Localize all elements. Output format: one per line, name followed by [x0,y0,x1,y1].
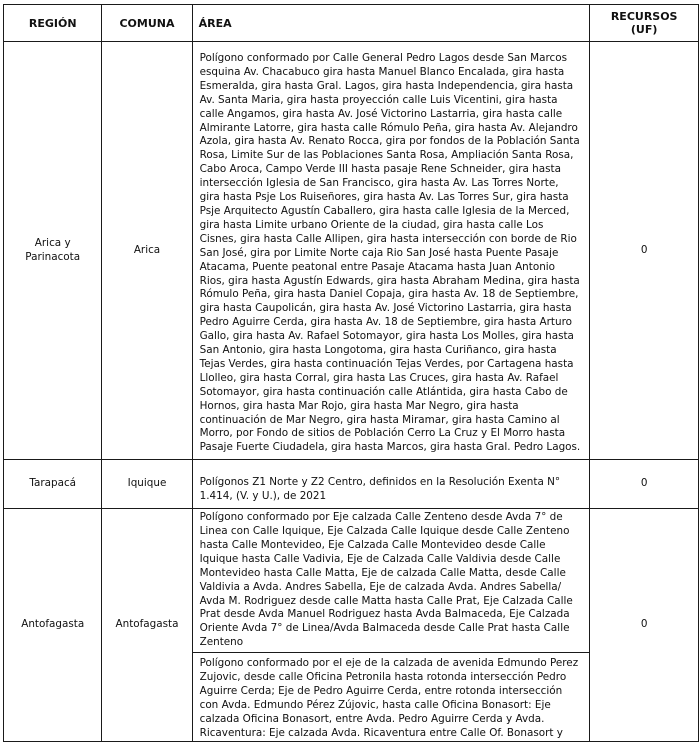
region-cell: Tarapacá [4,460,102,509]
comuna-cell: Iquique [102,460,192,509]
recursos-cell: 0 [590,42,699,460]
header-area: ÁREA [192,5,590,42]
area-cell [192,653,590,741]
region-name: Arica y Parinacota [25,237,81,263]
area-description: Polígono conformado por Calle General Pedro Lagos desde San Marcos esquina Av. Chacabuco gira hasta Manuel Blanco Encalada, gira hasta Esmeralda, gira hasta Gral. Lagos, gira hasta Independencia, gira hasta Av. Santa Maria, gira hasta proyección calle Luis Vicentini, gira hasta calle Angamos, gira hasta Av. José Victorino Lastarria, gira hasta calle Almirante Latorre, gira hasta calle Rómulo Peña, gira hasta Av. Alejandro Azola, gira hasta Av. Renato Rocca, gira por fondos de la Población Santa Rosa, Limite Sur de las Poblaciones Santa Rosa, Ampliación Santa Rosa, Cabo Aroca, Campo Verde III hasta pasaje Rene Schneider, gira hasta intersección Iglesia de San Francisco, gira hasta Av. Las Torres Norte, gira hasta Psje Los Ruiseñores, gira hasta Av. Las Torres Sur, gira hasta Psje Arquitecto Agustín Caballero, gira hasta calle Iglesia de la Merced, gira hasta Limite urbano Oriente de la ciudad, gira hasta calle Los Cisnes, gira hasta Calle Allipen, gira hasta intersección con borde de Rio San José, gira por Limite Norte caja Rio San José hasta Puente Pasaje Atacama, Puente peatonal entre Pasaje Atacama hasta Juan Antonio Rios, gira hasta Agustín Edwards, gira hasta Abraham Medina, gira hasta Rómulo Peña, gira hasta Daniel Copaja, gira hasta Av. 18 de Septiembre, gira hasta Caupolicán, gira hasta Av. José Victorino Lastarria, gira hasta Pedro Aguirre Cerda, gira hasta Av. 18 de Septiembre, gira hasta Arturo Gallo, gira hasta Av. Rafael Sotomayor, gira hasta Los Molles, gira hasta San Antonio, gira hasta Longotoma, gira hasta Curiñanco, gira hasta Tejas Verdes, gira hasta continuación Tejas Verdes, por Cartagena hasta Llolleo, gira hasta Corral, gira hasta Las Cruces, gira hasta Av. Rafael Sotomayor, gira hasta continuación calle Atlántida, gira hasta Cabo de Hornos, gira hasta Mar Rojo, gira hasta Mar Negro, gira hasta continuación de Mar Negro, gira hasta Miramar, gira hasta Camino al Morro, por Fondo de sitios de Población Cerro La Cruz y El Morro hasta Pasaje Fuerte Ciudadela, gira hasta Marcos, gira hasta Gral. Pedro Lagos. [199,52,581,454]
region-cell: Antofagasta [4,509,102,742]
header-recursos: RECURSOS (UF) [590,5,699,42]
resources-table [3,4,699,742]
area-cell [192,460,590,509]
area-description: Polígono conformado por el eje de la calzada de avenida Edmundo Perez Zujovic, desde calle Oficina Petronila hasta rotonda intersección Pedro Aguirre Cerda; Eje de Pedro Aguirre Cerda, entre rotonda intersección con Avda. Edmundo Pérez Zújovic, hasta calle Oficina Bonasort: Eje calzada Oficina Bonasort, entre Avda. Pedro Aguirre Cerda y Avda. Ricaventura: Eje calzada Avda. Ricaventura entre Calle Of. Bonasort y [199,657,579,739]
header-comuna: COMUNA [102,5,192,42]
area-cell [192,509,590,653]
recursos-cell: 0 [590,460,699,509]
header-region: REGIÓN [4,5,102,42]
header-row [4,5,699,42]
area-cell [192,42,590,460]
table-row [4,460,699,509]
comuna-cell: Arica [102,42,192,460]
table-row [4,42,699,460]
region-cell [4,42,102,460]
comuna-cell: Antofagasta [102,509,192,742]
area-description: Polígono conformado por Eje calzada Calle Zenteno desde Avda 7° de Linea con Calle Iquique, Eje Calzada Calle Iquique desde Calle Zenteno hasta Calle Montevideo, Eje Calzada Calle Montevideo desde Calle Iquique hasta Calle Vadivia, Eje de Calzada Calle Valdivia desde Calle Montevideo hasta Calle Matta, Eje de calzada Calle Matta, desde Calle Valdivia a Avda. Andres Sabella, Eje de calzada Avda. Andres Sabella/ Avda M. Rodriguez desde calle Matta hasta Calle Prat, Eje Calzada Calle Prat desde Avda Manuel Rodriguez hasta Avda Balmaceda, Eje Calzada Oriente Avda 7° de Linea/Avda Balmaceda desde Calle Prat hasta Calle Zenteno [199,511,573,649]
area-description: Polígonos Z1 Norte y Z2 Centro, definidos en la Resolución Exenta N° 1.414, (V. y U.), de 2021 [199,476,561,503]
recursos-cell: 0 [590,509,699,742]
table-row [4,509,699,653]
